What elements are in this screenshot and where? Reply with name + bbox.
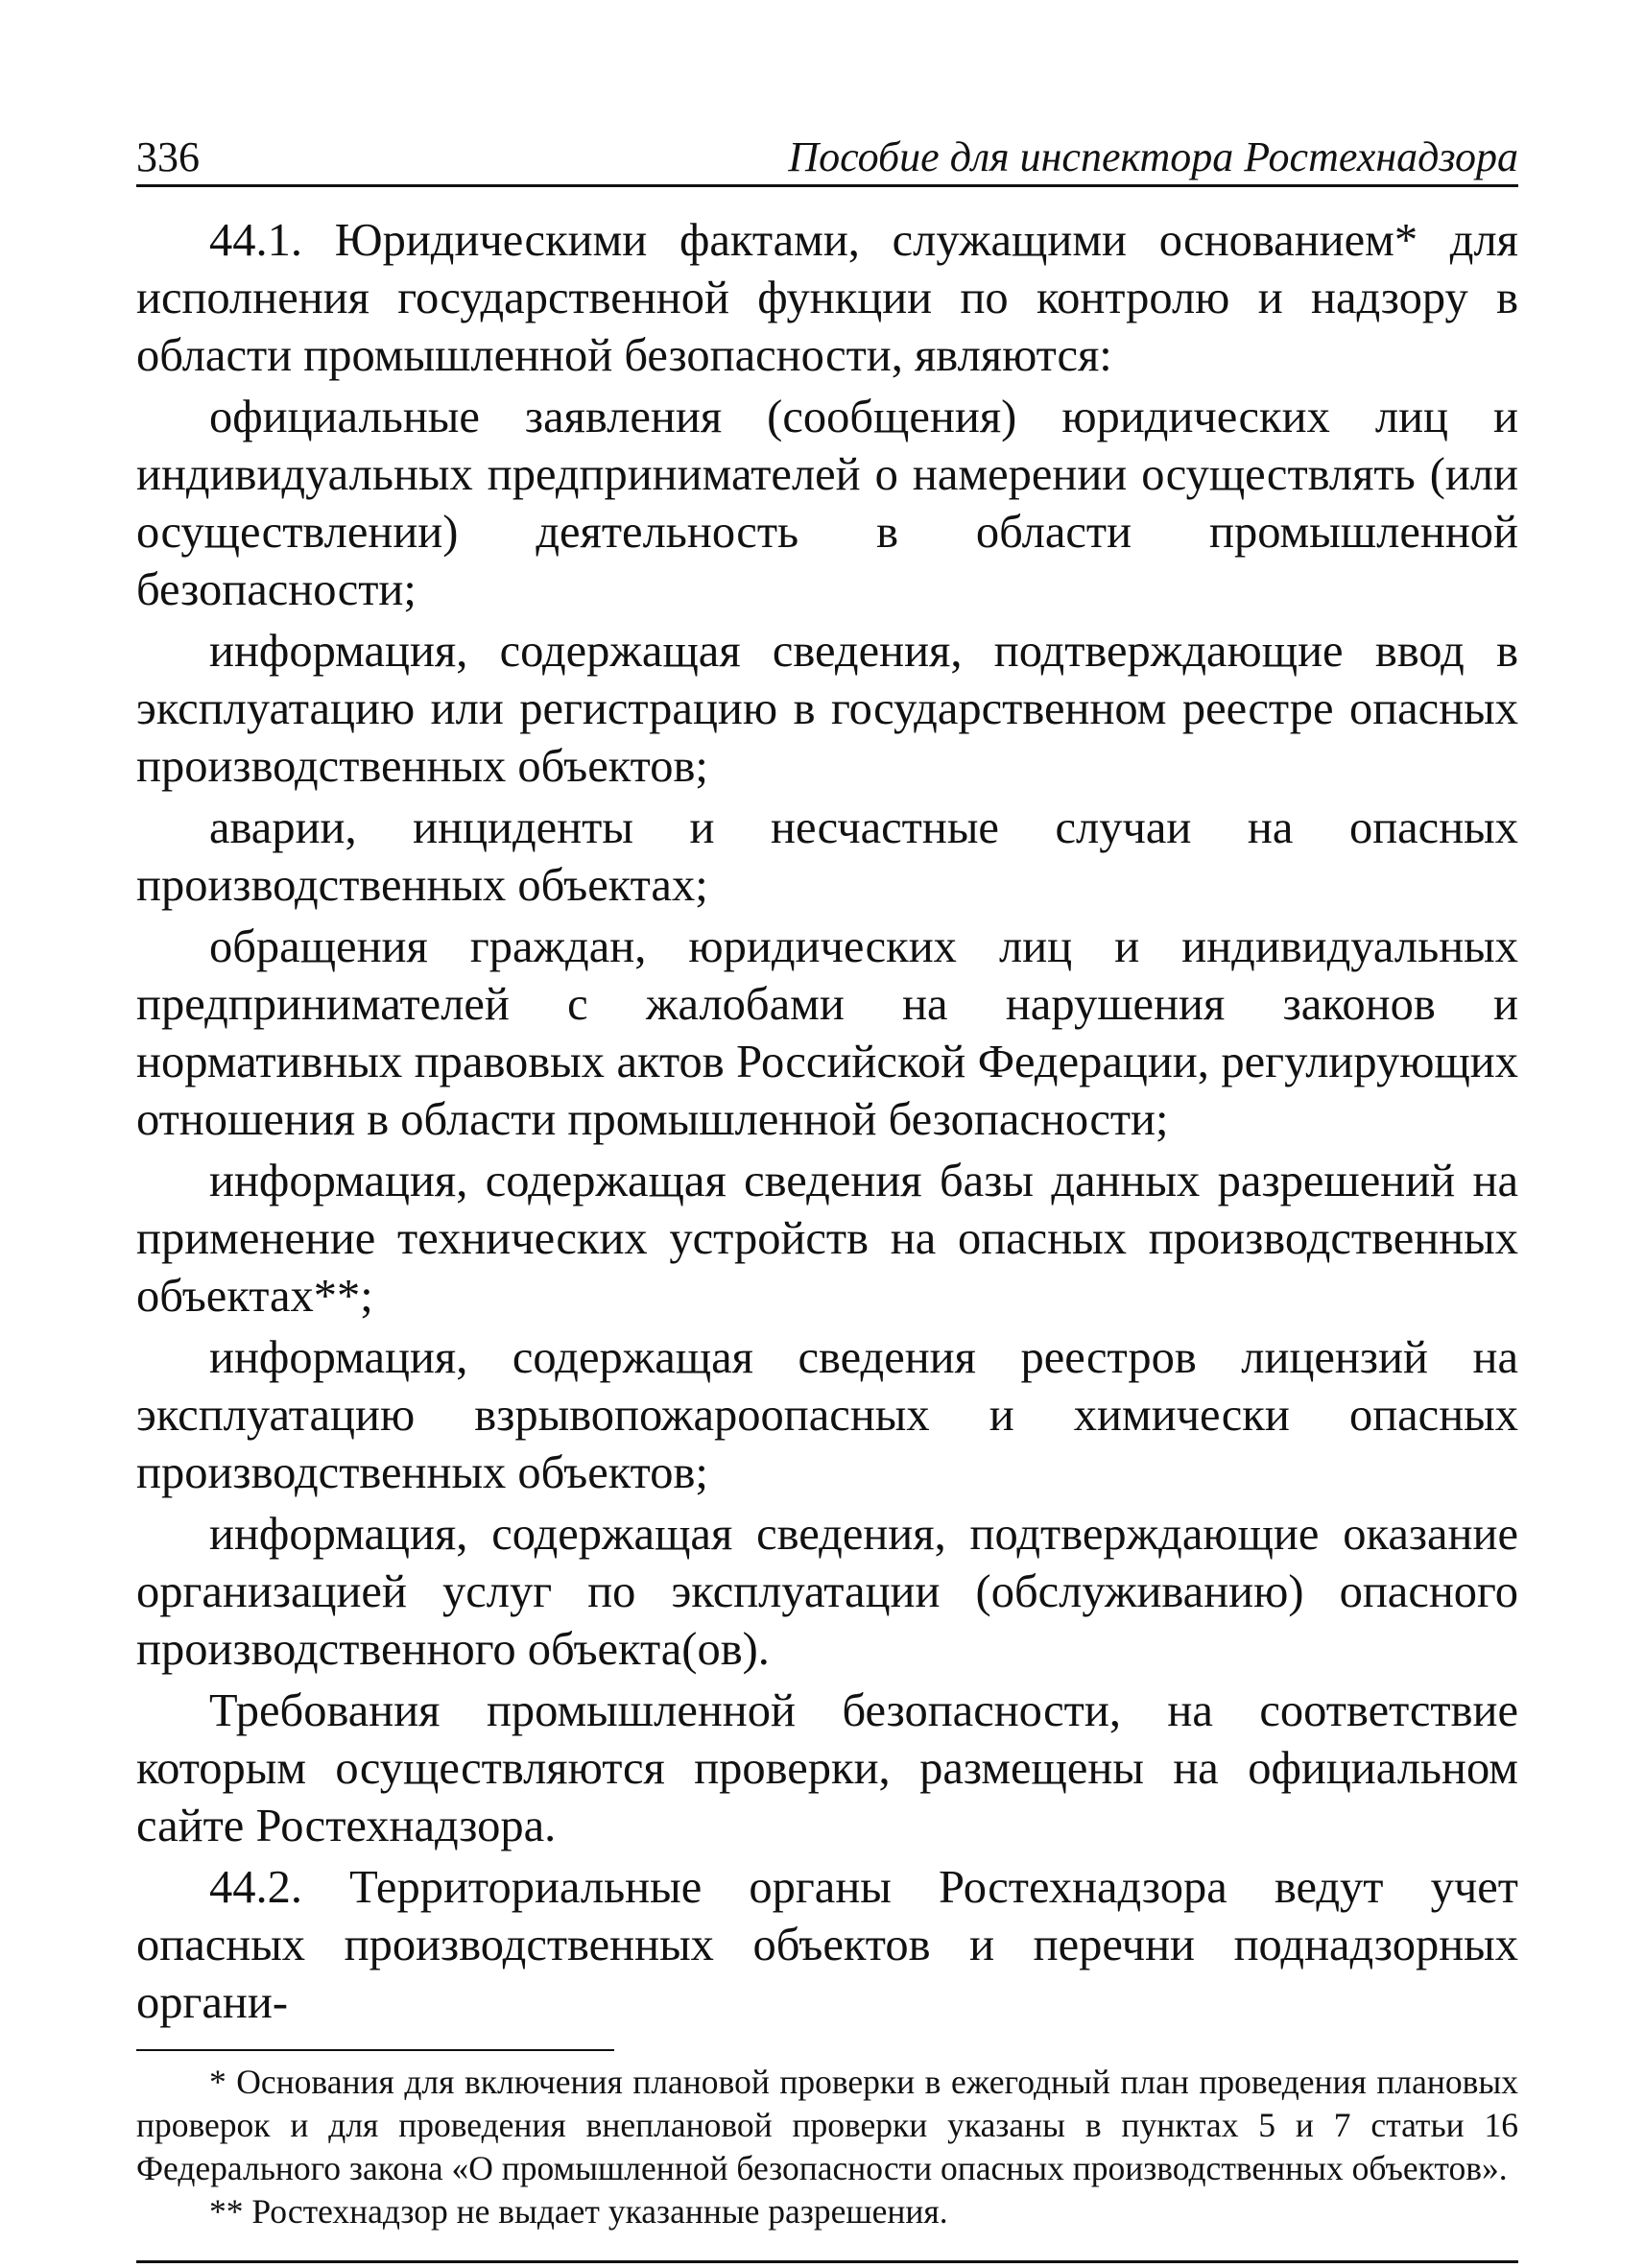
- list-item: официальные заявления (сообщения) юридических лиц и индивидуальных предпринимателей о намерении осуществлять (или осуществлении) деятельность в области промышленной безопасности;: [136, 392, 1518, 615]
- list-item: информация, содержащая сведения, подтверждающие ввод в эксплуатацию или регистрацию в государственном реестре опасных производственных объектов;: [136, 626, 1518, 792]
- footnotes: [136, 2061, 1518, 2233]
- running-header: [136, 132, 1518, 187]
- page-number: 336: [136, 133, 200, 180]
- paragraph-44-2: 44.2. Территориальные органы Ростехнадзора ведут учет опасных производственных объектов и перечни поднадзорных органи-: [136, 1862, 1518, 2028]
- list-item: информация, содержащая сведения базы данных разрешений на применение технических устройств на опасных производственных объектах**;: [136, 1156, 1518, 1322]
- book-page: [136, 132, 1518, 2263]
- paragraph-44-1: 44.1. Юридическими фактами, служащими основанием* для исполнения государственной функции по контролю и надзору в области промышленной безопасности, являются:: [136, 215, 1518, 381]
- running-title: Пособие для инспектора Ростехнадзора: [788, 133, 1518, 180]
- bottom-divider: [136, 2260, 1518, 2263]
- requirements-paragraph: Требования промышленной безопасности, на соответствие которым осуществляются проверки, размещены на официальном сайте Ростехнадзора.: [136, 1685, 1518, 1851]
- footnote-2: ** Ростехнадзор не выдает указанные разрешения.: [209, 2192, 948, 2231]
- main-text: [136, 212, 1518, 2032]
- footnote-1: * Основания для включения плановой проверки в ежегодный план проведения плановых проверок и для проведения внеплановой проверки указаны в пунктах 5 и 7 статьи 16 Федерального закона «О промышленной безопасности опасных производственных объектов».: [136, 2063, 1518, 2187]
- list-item: аварии, инциденты и несчастные случаи на опасных производственных объектах;: [136, 802, 1518, 911]
- footnote-divider: [136, 2049, 614, 2051]
- list-item: информация, содержащая сведения, подтверждающие оказание организацией услуг по эксплуатации (обслуживанию) опасного производственного объекта(ов).: [136, 1509, 1518, 1675]
- list-item: обращения граждан, юридических лиц и индивидуальных предпринимателей с жалобами на нарушения законов и нормативных правовых актов Российской Федерации, регулирующих отношения в области промышленной безопасности;: [136, 921, 1518, 1145]
- list-item: информация, содержащая сведения реестров лицензий на эксплуатацию взрывопожароопасных и химически опасных производственных объектов;: [136, 1332, 1518, 1498]
